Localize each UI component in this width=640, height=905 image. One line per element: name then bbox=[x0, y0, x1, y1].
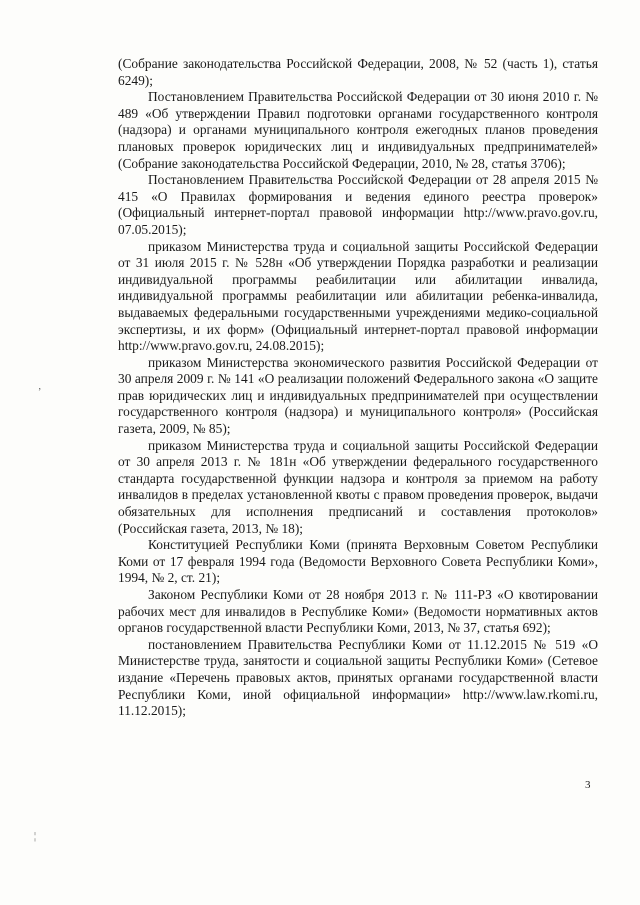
page-number: 3 bbox=[585, 779, 591, 791]
paragraph: Конституцией Республики Коми (принята Верховным Советом Республики Коми от 17 февраля 1994 года (Ведомости Верховного Совета Республики Коми», 1994, № 2, ст. 21); bbox=[118, 537, 598, 586]
scan-artifact: ’ bbox=[38, 387, 42, 398]
paragraph: Законом Республики Коми от 28 ноября 2013 г. № 111-РЗ «О квотировании рабочих мест для инвалидов в Республике Коми» (Ведомости нормативных актов органов государственной власти Республики Коми, 2013, № 37, статья 692); bbox=[118, 587, 598, 636]
paragraph: Постановлением Правительства Российской Федерации от 28 апреля 2015 № 415 «О Правилах формирования и ведения единого реестра проверок» (Официальный интернет-портал правовой информации http://www.pravo.gov.ru, 07.05.2015); bbox=[118, 172, 598, 237]
scan-artifact: ¦ bbox=[34, 831, 37, 842]
paragraph: приказом Министерства труда и социальной защиты Российской Федерации от 30 апреля 2013 г. № 181н «Об утверждении федерального государственного стандарта государственной функции надзора и контроля за приемом на работу инвалидов в пределах установленной квоты с правом проведения проверок, выдачи обязательных для исполнения предписаний и составления протоколов» (Российская газета, 2013, № 18); bbox=[118, 437, 598, 536]
document-body bbox=[118, 56, 598, 720]
paragraph: постановлением Правительства Республики Коми от 11.12.2015 № 519 «О Министерстве труда, занятости и социальной защиты Республики Коми» (Сетевое издание «Перечень правовых актов, принятых органами государственной власти Республики Коми, иной официальной информации» http://www.law.rkomi.ru, 11.12.2015); bbox=[118, 636, 598, 719]
paragraph: (Собрание законодательства Российской Федерации, 2008, № 52 (часть 1), статья 6249); bbox=[118, 56, 598, 88]
paragraph: приказом Министерства экономического развития Российской Федерации от 30 апреля 2009 г. № 141 «О реализации положений Федерального закона «О защите прав юридических лиц и индивидуальных предпринимателей при осуществлении государственного контроля (надзора) и муниципального контроля» (Российская газета, 2009, № 85); bbox=[118, 354, 598, 437]
paragraph: Постановлением Правительства Российской Федерации от 30 июня 2010 г. № 489 «Об утверждении Правил подготовки органами государственного контроля (надзора) и органами муниципального контроля ежегодных планов проведения плановых проверок юридических лиц и индивидуальных предпринимателей» (Собрание законодательства Российской Федерации, 2010, № 28, статья 3706); bbox=[118, 89, 598, 171]
paragraph: приказом Министерства труда и социальной защиты Российской Федерации от 31 июля 2015 г. № 528н «Об утверждении Порядка разработки и реализации индивидуальной программы реабилитации или абилитации инвалида, индивидуальной программы реабилитации или абилитации ребенка-инвалида, выдаваемых федеральными государственными учреждениями медико-социальной экспертизы, и их форм» (Официальный интернет-портал правовой информации http://www.pravo.gov.ru, 24.08.2015); bbox=[118, 238, 598, 354]
